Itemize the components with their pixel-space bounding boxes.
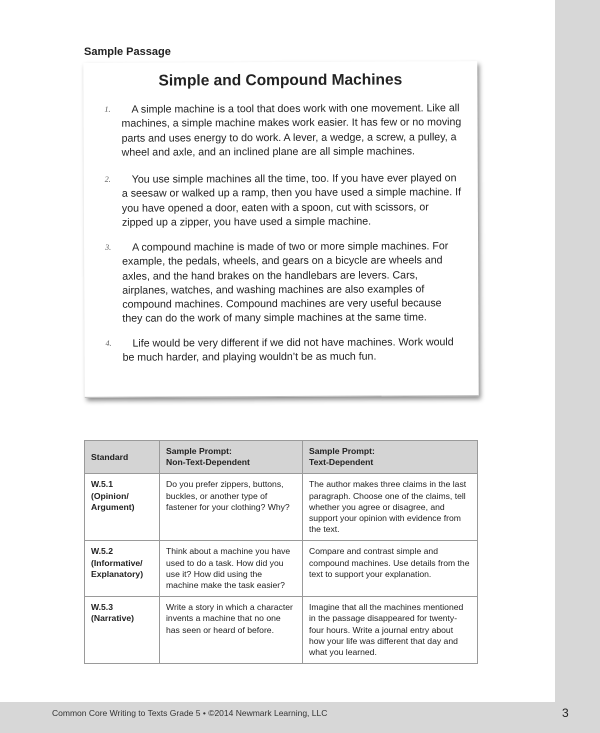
standard-line: W.5.3: [91, 602, 113, 613]
paragraph-2: [104, 171, 462, 230]
standard-line: W.5.2: [91, 546, 113, 557]
prompts-table: [84, 440, 478, 664]
header-line: Sample Prompt:: [309, 446, 375, 456]
non-text-prompt-cell: Do you prefer zippers, buttons, buckles, or another type of fastener for your clothing? Why?: [160, 474, 303, 541]
section-label: Sample Passage: [84, 46, 171, 58]
standard-line: (Informative/: [91, 557, 143, 568]
paragraph-number: 2.: [104, 174, 111, 184]
right-margin-strip: [555, 0, 600, 733]
table-row: [85, 541, 478, 597]
standard-cell: [85, 541, 160, 597]
paragraph-number: 4.: [105, 338, 112, 348]
page-number: 3: [562, 706, 569, 720]
standard-line: (Narrative): [91, 613, 134, 624]
paragraph-text: A simple machine is a tool that does work with one movement. Like all machines, a simple machine makes work easier. It has few or no moving parts and uses energy to do work. A lever, a wedge, a screw, a pulley, a wheel and axle, and an inclined plane are all simple machines.: [121, 102, 462, 159]
footer-credit: Common Core Writing to Texts Grade 5 • ©2014 Newmark Learning, LLC: [52, 708, 328, 718]
paragraph-3: [105, 239, 462, 326]
header-line: Text-Dependent: [309, 457, 374, 468]
header-standard: Standard: [85, 441, 160, 474]
paragraph-1: [104, 101, 462, 160]
standard-line: Explanatory): [91, 568, 144, 579]
text-dependent-prompt-cell: Compare and contrast simple and compound machines. Use details from the text to support your explanation.: [303, 541, 478, 597]
non-text-prompt-cell: Write a story in which a character invents a machine that no one has seen or heard of before.: [160, 597, 303, 664]
non-text-prompt-cell: Think about a machine you have used to do a task. How did you use it? How did using the machine make the task easier?: [160, 541, 303, 597]
header-text-dependent: [303, 441, 478, 474]
table-row: [85, 597, 478, 664]
paragraph-text: A compound machine is made of two or more simple machines. For example, the pedals, wheels, and gears on a bicycle are wheels and axles, and the hand brakes on the handlebars are levers. Cars, airplanes, watches, and washing machines are also examples of compound machines. Compound machines are very useful because they can do the work of many simple machines at the same time.: [122, 240, 449, 326]
standard-line: Argument): [91, 501, 135, 512]
header-line: Non-Text-Dependent: [166, 457, 250, 468]
paragraph-4: [105, 335, 462, 365]
standard-cell: [85, 597, 160, 664]
standard-cell: [85, 474, 160, 541]
standard-line: (Opinion/: [91, 490, 129, 501]
text-dependent-prompt-cell: The author makes three claims in the last paragraph. Choose one of the claims, tell whether you agree or disagree, and support your opinion with evidence from the text.: [303, 474, 478, 541]
passage-card: [83, 61, 478, 398]
text-dependent-prompt-cell: Imagine that all the machines mentioned in the passage disappeared for twenty-four hours. Write a journal entry about how your life was different that day and what you learned.: [303, 597, 478, 664]
standard-line: W.5.1: [91, 479, 113, 490]
table-header-row: [85, 441, 478, 474]
paragraph-text: You use simple machines all the time, too. If you have ever played on a seesaw or walked up a ramp, then you have used a simple machine. If you have opened a door, eaten with a spoon, cut with scissors, or zipped up a zipper, you have used a simple machine.: [121, 172, 462, 229]
header-non-text-dependent: [160, 441, 303, 474]
paragraph-text: Life would be very different if we did not have machines. Work would be much harder, and playing wouldn’t be as much fun.: [122, 336, 454, 364]
paragraph-number: 1.: [104, 104, 111, 114]
header-line: Sample Prompt:: [166, 446, 232, 456]
passage-title: Simple and Compound Machines: [158, 71, 403, 90]
paragraph-number: 3.: [105, 242, 112, 252]
table-row: [85, 474, 478, 541]
